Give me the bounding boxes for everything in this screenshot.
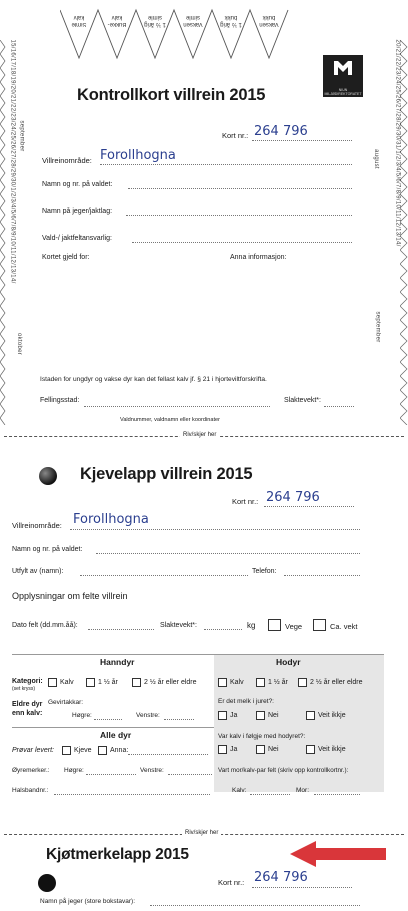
kjevelapp-dato-label: Dato felt (dd.mm.åå): <box>12 622 78 629</box>
kontrollkort-kort-value: 264 796 <box>254 124 308 139</box>
miljodirektoratet-logo <box>323 55 363 97</box>
notch-label-line2: simle <box>148 14 163 21</box>
kjevelapp-dot <box>39 467 57 485</box>
gevirtakkar-label: Gevirtakkar: <box>48 699 84 706</box>
kjevelapp-slaktevekt-line[interactable] <box>204 629 242 630</box>
hann-kalv-label: Kalv <box>60 679 74 686</box>
notch-label-line1: Vaksen <box>259 21 279 27</box>
kjotmerkelapp-kort-label: Kort nr.: <box>218 878 245 887</box>
folge-nei-label: Nei <box>268 746 279 753</box>
kjevelapp-opplysningar: Opplysningar om felte villrein <box>12 591 128 601</box>
kontrollkort-omrade-label: Villreinområde: <box>42 156 92 165</box>
notch-label-line2: bukk <box>224 14 238 21</box>
notch-label-line2: bukk <box>262 14 276 21</box>
cut-line-2-label: Riv/skjer her <box>182 830 221 836</box>
ho-1-5-label: 1 ½ år <box>268 679 288 686</box>
ca-vekt-label: Ca. vekt <box>330 622 358 631</box>
hann-2-5-checkbox[interactable] <box>132 678 141 687</box>
folge-veit-checkbox[interactable] <box>306 745 315 754</box>
hann-kalv-checkbox[interactable] <box>48 678 57 687</box>
kjotmerkelapp-dot <box>38 874 56 892</box>
kjevelapp-utfylt-line[interactable] <box>80 575 248 576</box>
left-month-oktober: oktober <box>16 332 23 356</box>
top-notch-row <box>60 0 290 62</box>
left-serration <box>0 40 6 425</box>
left-date-strip: 15/16/17/18/19/20/21/22/23/24/25/26/27/28/29/30/1/2/3/4/5/6/7/8/9/10/11/12/13/14/ <box>9 39 16 284</box>
notch-label-line1: Vaksen <box>183 21 203 27</box>
kjevelapp-utfylt-label: Utfylt av (namn): <box>12 568 64 575</box>
oyremerker-label: Øyremerker.: <box>12 767 50 774</box>
anna-label: Anna: <box>110 747 129 754</box>
kontrollkort-vald-ansvar-label: Vald-/ jaktfeltansvarlig: <box>42 235 112 242</box>
ho-kalv-label: Kalv <box>230 679 244 686</box>
kjevelapp-telefon-line[interactable] <box>284 575 360 576</box>
kjotmerkelapp-kort-value: 264 796 <box>254 870 308 885</box>
logo-text: NIUN MILJØDIREKTORATET <box>324 88 362 96</box>
kjevelapp-kort-label: Kort nr.: <box>232 497 259 506</box>
notch-label-line1: 1 ½ årig <box>144 21 166 27</box>
melk-ja-checkbox[interactable] <box>218 711 227 720</box>
right-date-strip: 20/21/22/23/24/25/26/27/28/29/30/31/1/2/3/4/5/6/7/8/9/10/11/12/13/14/ <box>394 39 401 247</box>
notch-label-line1: Bukke- <box>107 21 127 27</box>
kontrollkort-namn-jeger-line[interactable] <box>126 215 352 216</box>
oyre-hogre-label: Høgre: <box>64 767 84 774</box>
kontrollkort-title: Kontrollkort villrein 2015 <box>77 86 266 104</box>
kontrollkort-kort-label: Kort nr.: <box>222 131 249 140</box>
table-top-rule <box>12 654 384 655</box>
vart-mor-label: Vart mor/kalv-par felt (skriv opp kontrollkortnr.): <box>218 767 349 774</box>
cut-line-1-label: Riv/skjer her <box>180 432 219 438</box>
melk-veit-checkbox[interactable] <box>306 711 315 720</box>
notch-label <box>255 14 283 27</box>
er-det-melk-label: Er det melk i juret?: <box>218 698 274 705</box>
kalv-nr-label: Kalv: <box>232 787 247 794</box>
kjeve-label: Kjeve <box>74 747 92 754</box>
halsband-label: Halsbandnr.: <box>12 787 49 794</box>
kjeve-checkbox[interactable] <box>62 746 71 755</box>
red-arrow-icon <box>288 838 388 870</box>
kjevelapp-kort-value: 264 796 <box>266 490 320 505</box>
folge-nei-checkbox[interactable] <box>256 745 265 754</box>
right-serration <box>400 40 408 425</box>
hanndyr-header: Hanndyr <box>100 657 135 667</box>
alle-dyr-header: Alle dyr <box>100 730 132 740</box>
kjevelapp-dato-line[interactable] <box>88 629 154 630</box>
notch-label <box>179 14 207 27</box>
kontrollkort-slaktevekt-line[interactable] <box>324 406 354 407</box>
kontrollkort-namn-valdet-label: Namn og nr. på valdet: <box>42 181 113 188</box>
folge-veit-label: Veit ikkje <box>318 746 346 753</box>
kjotmerkelapp-title: Kjøtmerkelapp 2015 <box>46 846 189 863</box>
notch-label <box>217 14 245 27</box>
kjotmerkelapp-kort-line[interactable] <box>252 887 352 888</box>
kontrollkort-footnote: Istaden for ungdyr og vakse dyr kan det fellast kalv jf. § 21 i hjorteviltforskrifta. <box>40 376 267 383</box>
oyre-hogre-line[interactable] <box>86 774 136 775</box>
vege-checkbox[interactable] <box>268 619 281 631</box>
eldre-dyr-label: Eldre dyr <box>12 701 43 708</box>
notch-label-line1: Simle <box>71 21 87 27</box>
melk-nei-label: Nei <box>268 712 279 719</box>
kategori-label: Kategori: <box>12 678 43 685</box>
notch-label <box>103 14 131 27</box>
kjevelapp-kg-label: kg <box>247 621 256 630</box>
anna-line[interactable] <box>128 754 208 755</box>
kjevelapp-telefon-label: Telefon: <box>252 568 277 575</box>
logo-mark-icon <box>323 55 363 83</box>
notch-label-line1: 1 ½ årig <box>220 21 242 27</box>
enn-kalv-label: enn kalv: <box>12 710 43 717</box>
anna-checkbox[interactable] <box>98 746 107 755</box>
melk-nei-checkbox[interactable] <box>256 711 265 720</box>
kjevelapp-title: Kjevelapp villrein 2015 <box>80 465 253 483</box>
melk-ja-label: Ja <box>230 712 238 719</box>
mor-nr-line[interactable] <box>314 794 360 795</box>
kjotmerkelapp-namn-label: Namn på jeger (store bokstavar): <box>40 898 136 905</box>
sett-kryss-label: (set kryss) <box>12 686 36 692</box>
kjevelapp-kort-line[interactable] <box>264 506 354 507</box>
mor-nr-label: Mor: <box>296 787 309 794</box>
notch-label <box>65 14 93 27</box>
kontrollkort-omrade-line[interactable] <box>100 164 352 165</box>
kontrollkort-anna-info-label: Anna informasjon: <box>230 254 287 261</box>
kjevelapp-slaktevekt-label: Slaktevekt*: <box>160 622 197 629</box>
folge-ja-checkbox[interactable] <box>218 745 227 754</box>
vege-label: Vege <box>285 622 303 631</box>
kontrollkort-valdnummer-hint: Valdnummer, valdnamn eller koordinater <box>120 417 221 423</box>
ho-kalv-checkbox[interactable] <box>218 678 227 687</box>
kontrollkort-fellingsstad-label: Fellingsstad: <box>40 397 80 404</box>
notch-label-line2: simle <box>186 14 201 21</box>
oyre-venstre-line[interactable] <box>168 774 212 775</box>
right-month-august: august <box>372 149 379 169</box>
kontrollkort-omrade-value: Forollhogna <box>100 148 176 163</box>
ho-2-5-label: 2 ½ år eller eldre <box>310 679 363 686</box>
hann-2-5-label: 2 ½ år eller eldre <box>144 679 197 686</box>
kontrollkort-gjeld-for-label: Kortet gjeld for: <box>42 254 90 261</box>
table-mid-rule <box>12 727 214 728</box>
halsband-line[interactable] <box>54 794 210 795</box>
kjotmerkelapp-namn-line[interactable] <box>150 905 360 906</box>
kontrollkort-namn-jeger-label: Namn på jeger/jaktlag: <box>42 208 113 215</box>
notch-label-line2: kalv <box>111 14 123 21</box>
kjevelapp-namn-valdet-line[interactable] <box>96 553 360 554</box>
notch-label-line2: kalv <box>73 14 85 21</box>
hann-1-5-checkbox[interactable] <box>86 678 95 687</box>
kjevelapp-omrade-label: Villreinområde: <box>12 521 62 530</box>
folge-ja-label: Ja <box>230 746 238 753</box>
oyre-venstre-label: Venstre: <box>140 767 164 774</box>
kontrollkort-namn-valdet-line[interactable] <box>128 188 352 189</box>
hodyr-header: Hodyr <box>276 657 301 667</box>
kontrollkort-fellingsstad-line[interactable] <box>84 406 270 407</box>
kontrollkort-vald-ansvar-line[interactable] <box>132 242 352 243</box>
hogre-line[interactable] <box>94 719 122 720</box>
kjevelapp-omrade-value: Forollhogna <box>73 512 149 527</box>
hogre-label: Høgre: <box>72 712 92 719</box>
kalv-nr-line[interactable] <box>250 794 290 795</box>
kontrollkort-slaktevekt-label: Slaktevekt*: <box>284 397 321 404</box>
ca-vekt-checkbox[interactable] <box>313 619 326 631</box>
hann-1-5-label: 1 ½ år <box>98 679 118 686</box>
venstre-line[interactable] <box>164 719 194 720</box>
venstre-label: Venstre: <box>136 712 160 719</box>
kjevelapp-omrade-line[interactable] <box>70 529 360 530</box>
kalv-folge-label: Var kalv i følgje med hodyret?: <box>218 733 306 740</box>
melk-veit-label: Veit ikkje <box>318 712 346 719</box>
kontrollkort-kort-line[interactable] <box>252 140 352 141</box>
ho-2-5-checkbox[interactable] <box>298 678 307 687</box>
right-month-september: september <box>374 311 381 343</box>
ho-1-5-checkbox[interactable] <box>256 678 265 687</box>
left-month-september: september <box>18 120 25 152</box>
notch-label <box>141 14 169 27</box>
kjevelapp-namn-valdet-label: Namn og nr. på valdet: <box>12 546 83 553</box>
provar-label: Prøvar levert: <box>12 747 55 754</box>
